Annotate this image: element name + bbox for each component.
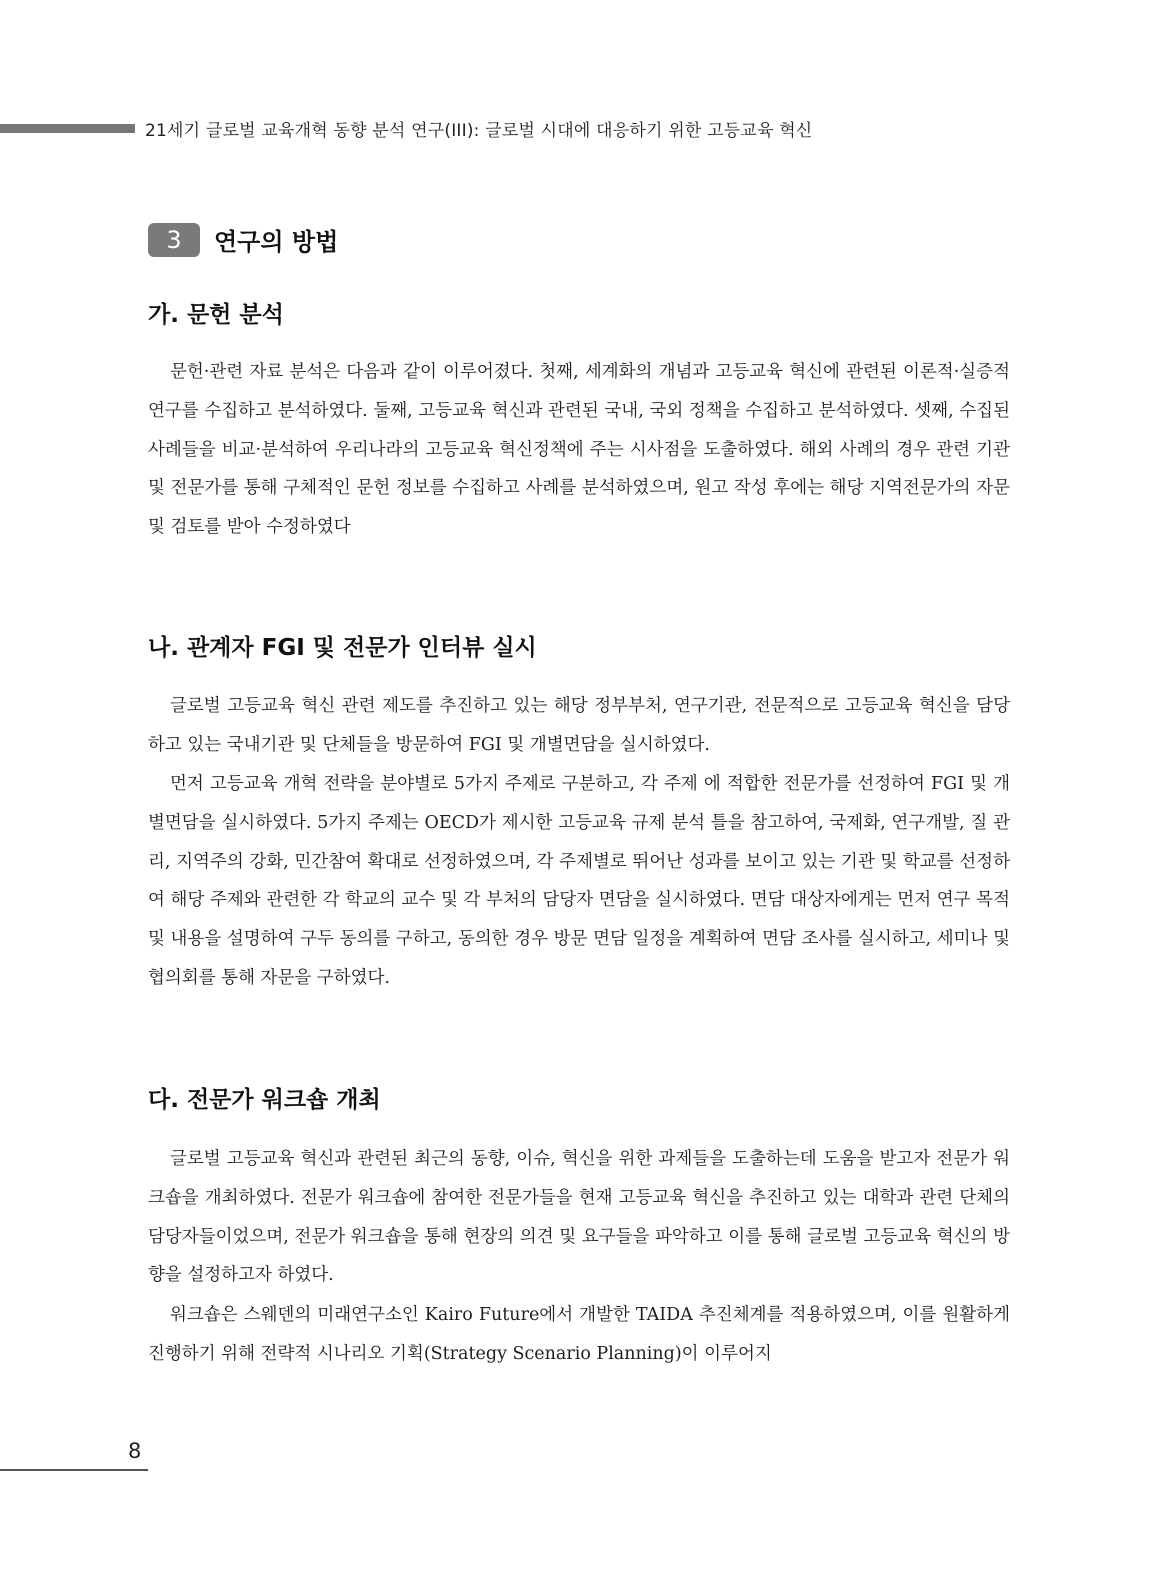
paragraph-workshop-method: 워크숍은 스웨덴의 미래연구소인 Kairo Future에서 개발한 TAIDA 추진체계를 적용하였으며, 이를 원활하게 진행하기 위해 전략적 시나리오 기획(Strategy Scenario Planning)이 이루어지: [148, 1305, 1010, 1364]
paragraph-literature: 문헌·관련 자료 분석은 다음과 같이 이루어졌다. 첫째, 세계화의 개념과 고등교육 혁신에 관련된 이론적·실증적 연구를 수집하고 분석하였다. 둘째, 고등교육 혁신과 관련된 국내, 국외 정책을 수집하고 분석하였다. 셋째, 수집된 사례들을 비교·분석하여 우리나라의 고등교육 혁신정책에 주는 시사점을 도출하였다. 해외 사례의 경우 관련 기관 및 전문가를 통해 구체적인 문헌 정보를 수집하고 사례를 분석하였으며, 원고 작성 후에는 해당 지역전문가의 자문 및 검토를 받아 수정하였다: [148, 362, 1010, 538]
subsection-heading-workshop: 다. 전문가 워크숍 개최: [148, 1087, 381, 1113]
section-number-badge: 3: [148, 223, 200, 257]
footer-rule: [0, 1469, 148, 1471]
running-header: 21세기 글로벌 교육개혁 동향 분석 연구(III): 글로벌 시대에 대응하기 위한 고등교육 혁신: [145, 121, 813, 141]
paragraph-fgi-intro: 글로벌 고등교육 혁신 관련 제도를 추진하고 있는 해당 정부부처, 연구기관, 전문적으로 고등교육 혁신을 담당하고 있는 국내기관 및 단체들을 방문하여 FGI 및 개별면담을 실시하였다.: [148, 696, 1010, 755]
subsection-heading-fgi: 나. 관계자 FGI 및 전문가 인터뷰 실시: [148, 635, 537, 661]
paragraph-workshop-intro: 글로벌 고등교육 혁신과 관련된 최근의 동향, 이슈, 혁신을 위한 과제들을 도출하는데 도움을 받고자 전문가 워크숍을 개최하였다. 전문가 워크숍에 참여한 전문가들을 현재 고등교육 혁신을 추진하고 있는 대학과 관련 단체의 담당자들이었으며, 전문가 워크숍을 통해 현장의 의견 및 요구들을 파악하고 이를 통해 글로벌 고등교육 혁신의 방향을 설정하고자 하였다.: [148, 1149, 1010, 1286]
page-number: 8: [128, 1439, 142, 1463]
header-decoration-bar: [0, 124, 135, 133]
subsection-heading-literature: 가. 문헌 분석: [148, 302, 284, 328]
section-heading: [148, 222, 338, 257]
section-title: 연구의 방법: [214, 228, 339, 256]
paragraph-fgi-detail: 먼저 고등교육 개혁 전략을 분야별로 5가지 주제로 구분하고, 각 주제 에 적합한 전문가를 선정하여 FGI 및 개별면담을 실시하였다. 5가지 주제는 OECD가 제시한 고등교육 규제 분석 틀을 참고하여, 국제화, 연구개발, 질 관리, 지역주의 강화, 민간참여 확대로 선정하였으며, 각 주제별로 뛰어난 성과를 보이고 있는 기관 및 학교를 선정하여 해당 주제와 관련한 각 학교의 교수 및 각 부처의 담당자 면담을 실시하였다. 면담 대상자에게는 먼저 연구 목적 및 내용을 설명하여 구두 동의를 구하고, 동의한 경우 방문 면담 일정을 계획하여 면담 조사를 실시하고, 세미나 및 협의회를 통해 자문을 구하였다.: [148, 774, 1010, 988]
